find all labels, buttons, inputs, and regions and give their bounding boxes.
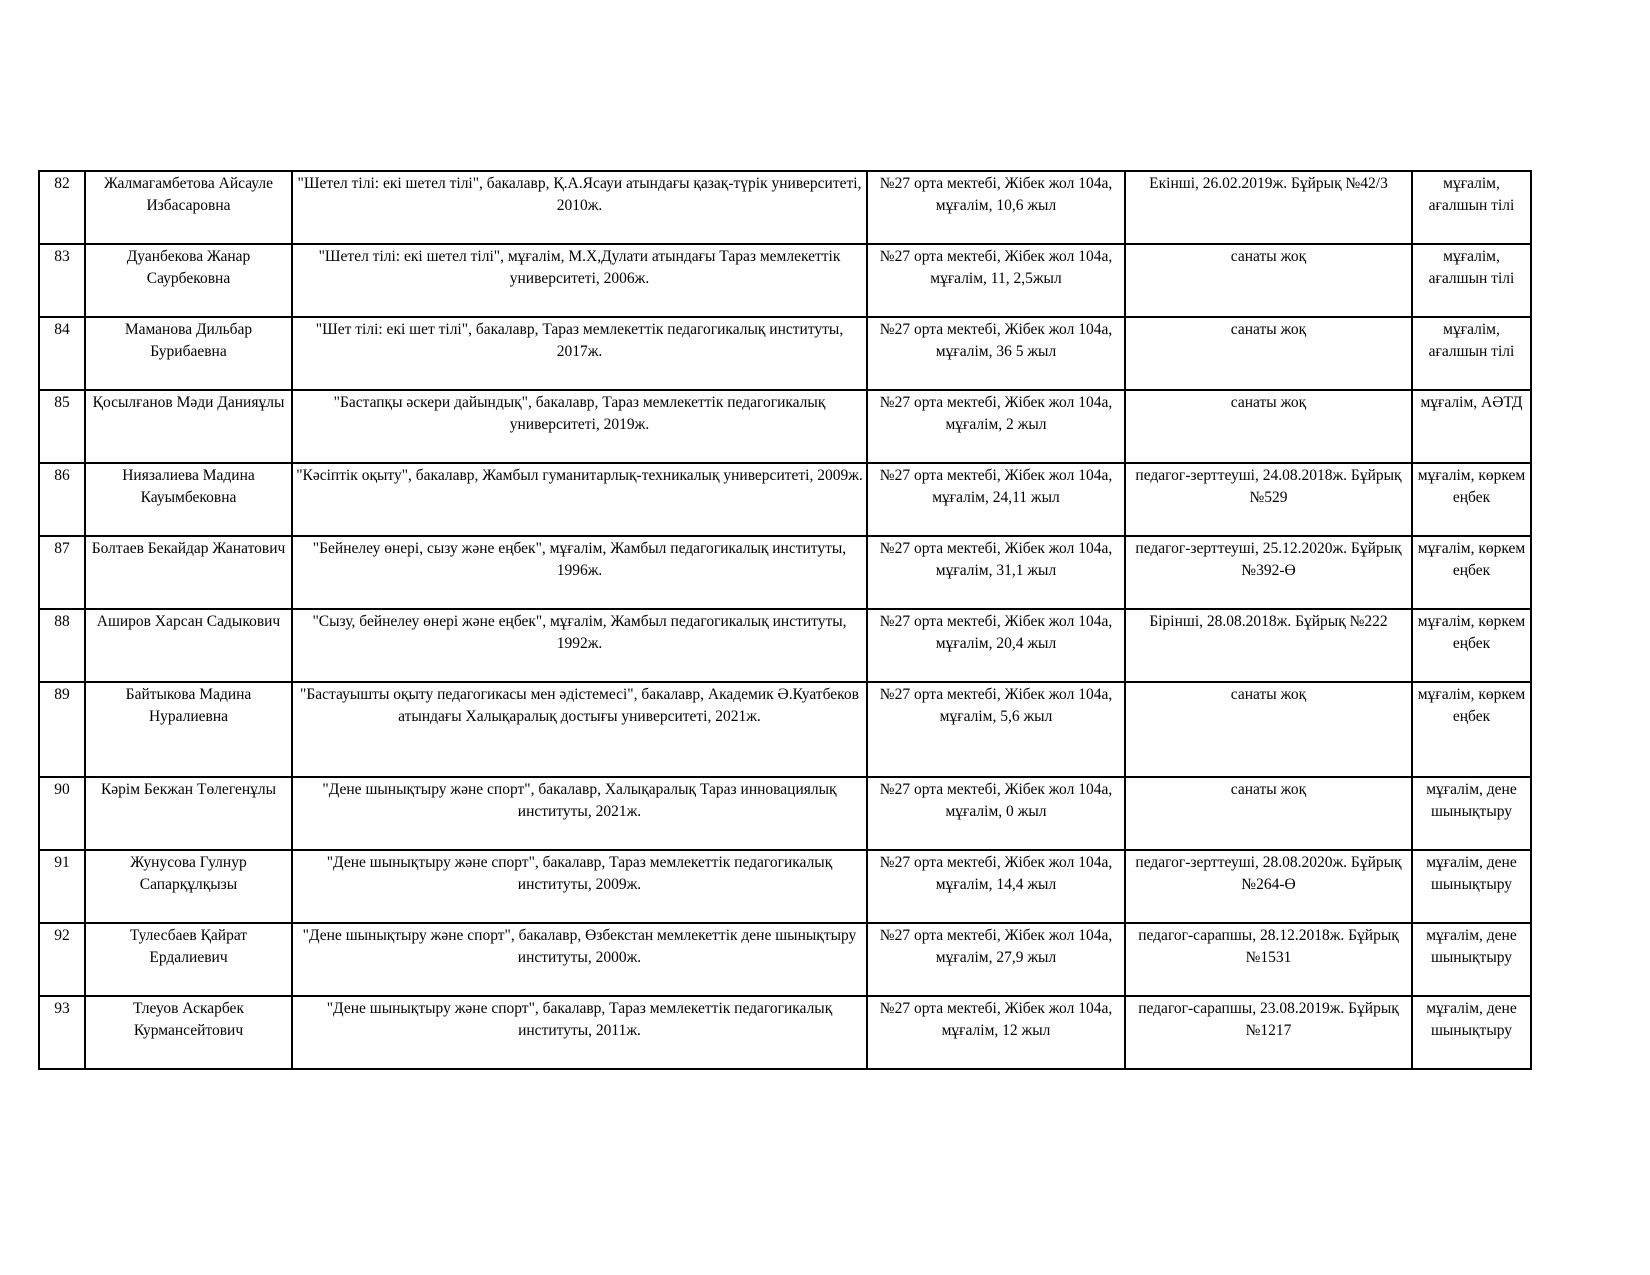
teacher-name: Кәрім Бекжан Төлегенұлы xyxy=(85,777,292,850)
category: санаты жоқ xyxy=(1125,244,1412,317)
position: мұғалім, көркем еңбек xyxy=(1412,463,1531,536)
workplace: №27 орта мектебі, Жібек жол 104а, мұғалім, 36 5 жыл xyxy=(867,317,1125,390)
table-row xyxy=(39,317,1531,390)
workplace: №27 орта мектебі, Жібек жол 104а, мұғалім, 24,11 жыл xyxy=(867,463,1125,536)
row-number: 92 xyxy=(39,923,85,996)
row-number: 88 xyxy=(39,609,85,682)
position: мұғалім, ағалшын тілі xyxy=(1412,244,1531,317)
row-number: 93 xyxy=(39,996,85,1069)
education: "Шет тілі: екі шет тілі", бакалавр, Тараз мемлекеттік педагогикалық институты, 2017ж. xyxy=(292,317,867,390)
category: Екінші, 26.02.2019ж. Бұйрық №42/3 xyxy=(1125,171,1412,244)
workplace: №27 орта мектебі, Жібек жол 104а, мұғалім, 27,9 жыл xyxy=(867,923,1125,996)
category: педагог-сарапшы, 28.12.2018ж. Бұйрық №1531 xyxy=(1125,923,1412,996)
workplace: №27 орта мектебі, Жібек жол 104а, мұғалім, 5,6 жыл xyxy=(867,682,1125,777)
position: мұғалім, көркем еңбек xyxy=(1412,536,1531,609)
teacher-name: Байтыкова Мадина Нуралиевна xyxy=(85,682,292,777)
education: "Кәсіптік оқыту", бакалавр, Жамбыл гуманитарлық-техникалық университеті, 2009ж. xyxy=(292,463,867,536)
row-number: 91 xyxy=(39,850,85,923)
teacher-name: Ниязалиева Мадина Кауымбековна xyxy=(85,463,292,536)
education: "Дене шынықтыру және спорт", бакалавр, Халықаралық Тараз инновациялық институты, 2021ж. xyxy=(292,777,867,850)
position: мұғалім, ағалшын тілі xyxy=(1412,317,1531,390)
category: санаты жоқ xyxy=(1125,317,1412,390)
position: мұғалім, АӘТД xyxy=(1412,390,1531,463)
category: санаты жоқ xyxy=(1125,682,1412,777)
position: мұғалім, дене шынықтыру xyxy=(1412,996,1531,1069)
workplace: №27 орта мектебі, Жібек жол 104а, мұғалім, 11, 2,5жыл xyxy=(867,244,1125,317)
education: "Шетел тілі: екі шетел тілі", мұғалім, М.Х,Дулати атындағы Тараз мемлекеттік университеті, 2006ж. xyxy=(292,244,867,317)
workplace: №27 орта мектебі, Жібек жол 104а, мұғалім, 12 жыл xyxy=(867,996,1125,1069)
workplace: №27 орта мектебі, Жібек жол 104а, мұғалім, 10,6 жыл xyxy=(867,171,1125,244)
teacher-name: Жунусова Гулнур Сапарқұлқызы xyxy=(85,850,292,923)
row-number: 87 xyxy=(39,536,85,609)
workplace: №27 орта мектебі, Жібек жол 104а, мұғалім, 0 жыл xyxy=(867,777,1125,850)
position: мұғалім, дене шынықтыру xyxy=(1412,777,1531,850)
teacher-name: Тлеуов Аскарбек Курмансейтович xyxy=(85,996,292,1069)
table-row xyxy=(39,244,1531,317)
education: "Бастапқы әскери дайындық", бакалавр, Тараз мемлекеттік педагогикалық университеті, 2019ж. xyxy=(292,390,867,463)
education: "Дене шынықтыру және спорт", бакалавр, Тараз мемлекеттік педагогикалық институты, 2011ж. xyxy=(292,996,867,1069)
row-number: 85 xyxy=(39,390,85,463)
workplace: №27 орта мектебі, Жібек жол 104а, мұғалім, 2 жыл xyxy=(867,390,1125,463)
teacher-name: Жалмагамбетова Айсауле Избасаровна xyxy=(85,171,292,244)
workplace: №27 орта мектебі, Жібек жол 104а, мұғалім, 20,4 жыл xyxy=(867,609,1125,682)
table-row xyxy=(39,850,1531,923)
staff-table xyxy=(38,170,1532,1070)
category: Бірінші, 28.08.2018ж. Бұйрық №222 xyxy=(1125,609,1412,682)
category: санаты жоқ xyxy=(1125,390,1412,463)
row-number: 83 xyxy=(39,244,85,317)
teacher-name: Қосылғанов Мәди Данияұлы xyxy=(85,390,292,463)
position: мұғалім, көркем еңбек xyxy=(1412,609,1531,682)
education: "Дене шынықтыру және спорт", бакалавр, Тараз мемлекеттік педагогикалық институты, 2009ж. xyxy=(292,850,867,923)
education: "Бейнелеу өнері, сызу және еңбек", мұғалім, Жамбыл педагогикалық институты, 1996ж. xyxy=(292,536,867,609)
table-row xyxy=(39,609,1531,682)
teacher-name: Болтаев Бекайдар Жанатович xyxy=(85,536,292,609)
position: мұғалім, дене шынықтыру xyxy=(1412,850,1531,923)
table-row xyxy=(39,536,1531,609)
education: "Дене шынықтыру және спорт", бакалавр, Өзбекстан мемлекеттік дене шынықтыру институты, 2000ж. xyxy=(292,923,867,996)
teacher-name: Маманова Дильбар Бурибаевна xyxy=(85,317,292,390)
category: санаты жоқ xyxy=(1125,777,1412,850)
teacher-name: Аширов Харсан Садыкович xyxy=(85,609,292,682)
row-number: 84 xyxy=(39,317,85,390)
table-row xyxy=(39,682,1531,777)
position: мұғалім, көркем еңбек xyxy=(1412,682,1531,777)
table-row xyxy=(39,923,1531,996)
table-row xyxy=(39,996,1531,1069)
position: мұғалім, дене шынықтыру xyxy=(1412,923,1531,996)
table-row xyxy=(39,463,1531,536)
teacher-name: Тулесбаев Қайрат Ердалиевич xyxy=(85,923,292,996)
category: педагог-зерттеуші, 24.08.2018ж. Бұйрық №529 xyxy=(1125,463,1412,536)
category: педагог-зерттеуші, 28.08.2020ж. Бұйрық №264-Ө xyxy=(1125,850,1412,923)
row-number: 82 xyxy=(39,171,85,244)
education: "Бастауышты оқыту педагогикасы мен әдістемесі", бакалавр, Академик Ә.Куатбеков атындағы Халықаралық достығы университеті, 2021ж. xyxy=(292,682,867,777)
table-row xyxy=(39,777,1531,850)
table-row xyxy=(39,390,1531,463)
education: "Сызу, бейнелеу өнері және еңбек", мұғалім, Жамбыл педагогикалық институты, 1992ж. xyxy=(292,609,867,682)
workplace: №27 орта мектебі, Жібек жол 104а, мұғалім, 31,1 жыл xyxy=(867,536,1125,609)
row-number: 89 xyxy=(39,682,85,777)
teacher-name: Дуанбекова Жанар Саурбековна xyxy=(85,244,292,317)
education: "Шетел тілі: екі шетел тілі", бакалавр, Қ.А.Ясауи атындағы қазақ-түрік университеті, 2010ж. xyxy=(292,171,867,244)
row-number: 90 xyxy=(39,777,85,850)
table-row xyxy=(39,171,1531,244)
position: мұғалім, ағалшын тілі xyxy=(1412,171,1531,244)
category: педагог-сарапшы, 23.08.2019ж. Бұйрық №1217 xyxy=(1125,996,1412,1069)
category: педагог-зерттеуші, 25.12.2020ж. Бұйрық №392-Ө xyxy=(1125,536,1412,609)
row-number: 86 xyxy=(39,463,85,536)
workplace: №27 орта мектебі, Жібек жол 104а, мұғалім, 14,4 жыл xyxy=(867,850,1125,923)
